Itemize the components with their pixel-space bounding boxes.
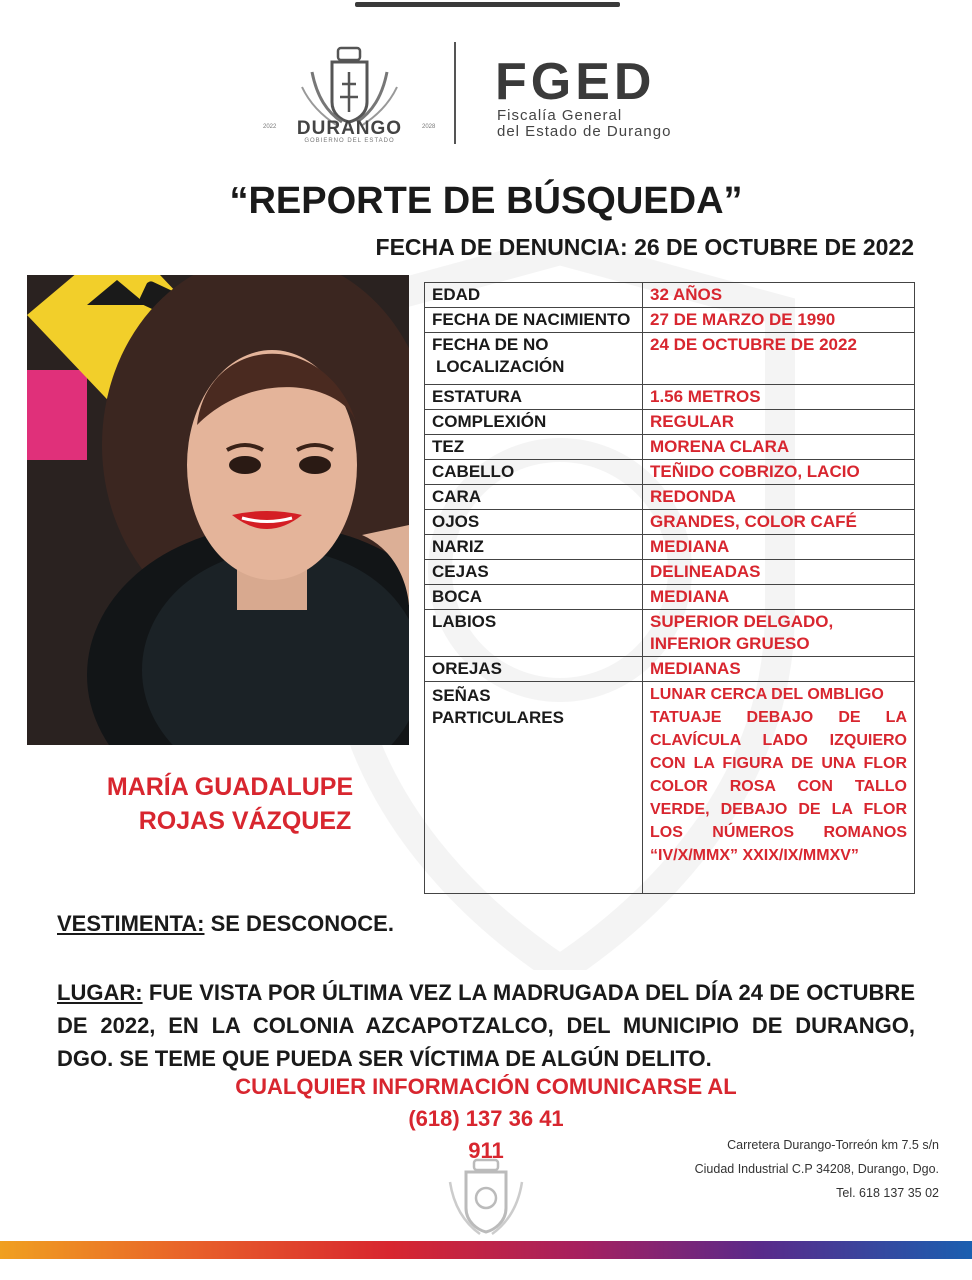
- detail-label-line1: FECHA DE NO: [432, 335, 549, 354]
- detail-label: EDAD: [425, 283, 643, 308]
- table-row: [425, 435, 915, 460]
- top-rule: [355, 2, 620, 7]
- detail-label: ESTATURA: [425, 385, 643, 410]
- detail-value: MORENA CLARA: [643, 435, 915, 460]
- report-date: FECHA DE DENUNCIA: 26 DE OCTUBRE DE 2022: [375, 234, 914, 260]
- detail-value: [643, 682, 915, 894]
- report-title: “REPORTE DE BÚSQUEDA”: [229, 180, 743, 222]
- table-row: [425, 460, 915, 485]
- detail-value-line1: SUPERIOR DELGADO,: [650, 612, 834, 631]
- vestimenta-label: VESTIMENTA:: [57, 911, 205, 936]
- header-divider: [454, 42, 456, 144]
- table-row: [425, 682, 915, 894]
- details-table: [424, 282, 915, 894]
- address-line1: Carretera Durango-Torreón km 7.5 s/n: [727, 1138, 939, 1152]
- person-name-line1: MARÍA GUADALUPE: [106, 773, 354, 801]
- table-row: [425, 610, 915, 657]
- detail-value: REDONDA: [643, 485, 915, 510]
- detail-label: OREJAS: [425, 657, 643, 682]
- detail-value: MEDIANA: [643, 535, 915, 560]
- detail-value: 1.56 METROS: [643, 385, 915, 410]
- table-row: [425, 333, 915, 385]
- detail-label: LABIOS: [425, 610, 643, 657]
- detail-value-line2: TATUAJE DEBAJO DE LA CLAVÍCULA LADO IZQUIERO CON LA FIGURA DE UNA FLOR COLOR ROSA CON TALLO VERDE, DEBAJO DE LA FLOR LOS NÚMEROS ROMANOS “IV/X/MMX” XXIX/IX/MMXV”: [650, 709, 907, 864]
- contact-instructions: CUALQUIER INFORMACIÓN COMUNICARSE AL: [235, 1074, 737, 1099]
- table-row: [425, 308, 915, 333]
- person-name: [60, 770, 400, 838]
- detail-label-line1: SEÑAS: [432, 686, 491, 705]
- detail-label: NARIZ: [425, 535, 643, 560]
- table-row: [425, 535, 915, 560]
- detail-label: COMPLEXIÓN: [425, 410, 643, 435]
- detail-value: GRANDES, COLOR CAFÉ: [643, 510, 915, 535]
- detail-value: 27 DE MARZO DE 1990: [643, 308, 915, 333]
- detail-value: MEDIANA: [643, 585, 915, 610]
- durango-year-left: 2022: [263, 124, 277, 130]
- contact-phone: (618) 137 36 41: [408, 1106, 564, 1131]
- lugar-paragraph: [57, 976, 915, 1075]
- table-row: [425, 385, 915, 410]
- missing-person-photo: [27, 275, 409, 745]
- person-name-line2: ROJAS VÁZQUEZ: [138, 807, 352, 835]
- detail-label: CABELLO: [425, 460, 643, 485]
- fged-subtitle-line2: del Estado de Durango: [497, 123, 672, 140]
- detail-label: OJOS: [425, 510, 643, 535]
- detail-label: [425, 682, 643, 894]
- table-row: [425, 585, 915, 610]
- detail-label: CARA: [425, 485, 643, 510]
- table-row: [425, 560, 915, 585]
- detail-label: [425, 333, 643, 385]
- durango-year-right: 2028: [422, 124, 436, 130]
- detail-value: REGULAR: [643, 410, 915, 435]
- detail-value: DELINEADAS: [643, 560, 915, 585]
- detail-value: 24 DE OCTUBRE DE 2022: [643, 333, 915, 385]
- detail-value-line2: INFERIOR GRUESO: [650, 634, 810, 653]
- table-row: [425, 657, 915, 682]
- lugar-text: FUE VISTA POR ÚLTIMA VEZ LA MADRUGADA DEL DÍA 24 DE OCTUBRE DE 2022, EN LA COLONIA AZCAPOTZALCO, DEL MUNICIPIO DE DURANGO, DGO. SE TEME QUE PUEDA SER VÍCTIMA DE ALGÚN DELITO.: [57, 980, 915, 1071]
- durango-subtitle: GOBIERNO DEL ESTADO: [304, 138, 395, 144]
- detail-label: FECHA DE NACIMIENTO: [425, 308, 643, 333]
- detail-value-line1: LUNAR CERCA DEL OMBLIGO: [650, 686, 884, 703]
- lugar-label: LUGAR:: [57, 980, 143, 1005]
- detail-label: TEZ: [425, 435, 643, 460]
- vestimenta-text: SE DESCONOCE.: [204, 911, 394, 936]
- detail-value: TEÑIDO COBRIZO, LACIO: [643, 460, 915, 485]
- detail-label-line2: LOCALIZACIÓN: [436, 357, 565, 376]
- detail-label-line2: PARTICULARES: [432, 708, 564, 727]
- durango-logo-text: DURANGO: [296, 118, 403, 139]
- address-line2: Ciudad Industrial C.P 34208, Durango, Dgo.: [694, 1162, 939, 1176]
- detail-label: BOCA: [425, 585, 643, 610]
- address-phone: Tel. 618 137 35 02: [836, 1186, 939, 1200]
- contact-emergency-number: 911: [468, 1138, 504, 1163]
- state-seal-icon: [440, 1158, 532, 1240]
- bottom-color-bar: [0, 1241, 972, 1259]
- detail-value: 32 AÑOS: [643, 283, 915, 308]
- table-row: [425, 510, 915, 535]
- fged-logo-title: FGED: [495, 53, 656, 111]
- fged-subtitle-line1: Fiscalía General: [497, 107, 623, 124]
- table-row: [425, 283, 915, 308]
- detail-value: [643, 610, 915, 657]
- photo-illustration-icon: [27, 275, 409, 745]
- vestimenta-paragraph: [57, 911, 394, 937]
- detail-value: MEDIANAS: [643, 657, 915, 682]
- table-row: [425, 410, 915, 435]
- detail-label: CEJAS: [425, 560, 643, 585]
- table-row: [425, 485, 915, 510]
